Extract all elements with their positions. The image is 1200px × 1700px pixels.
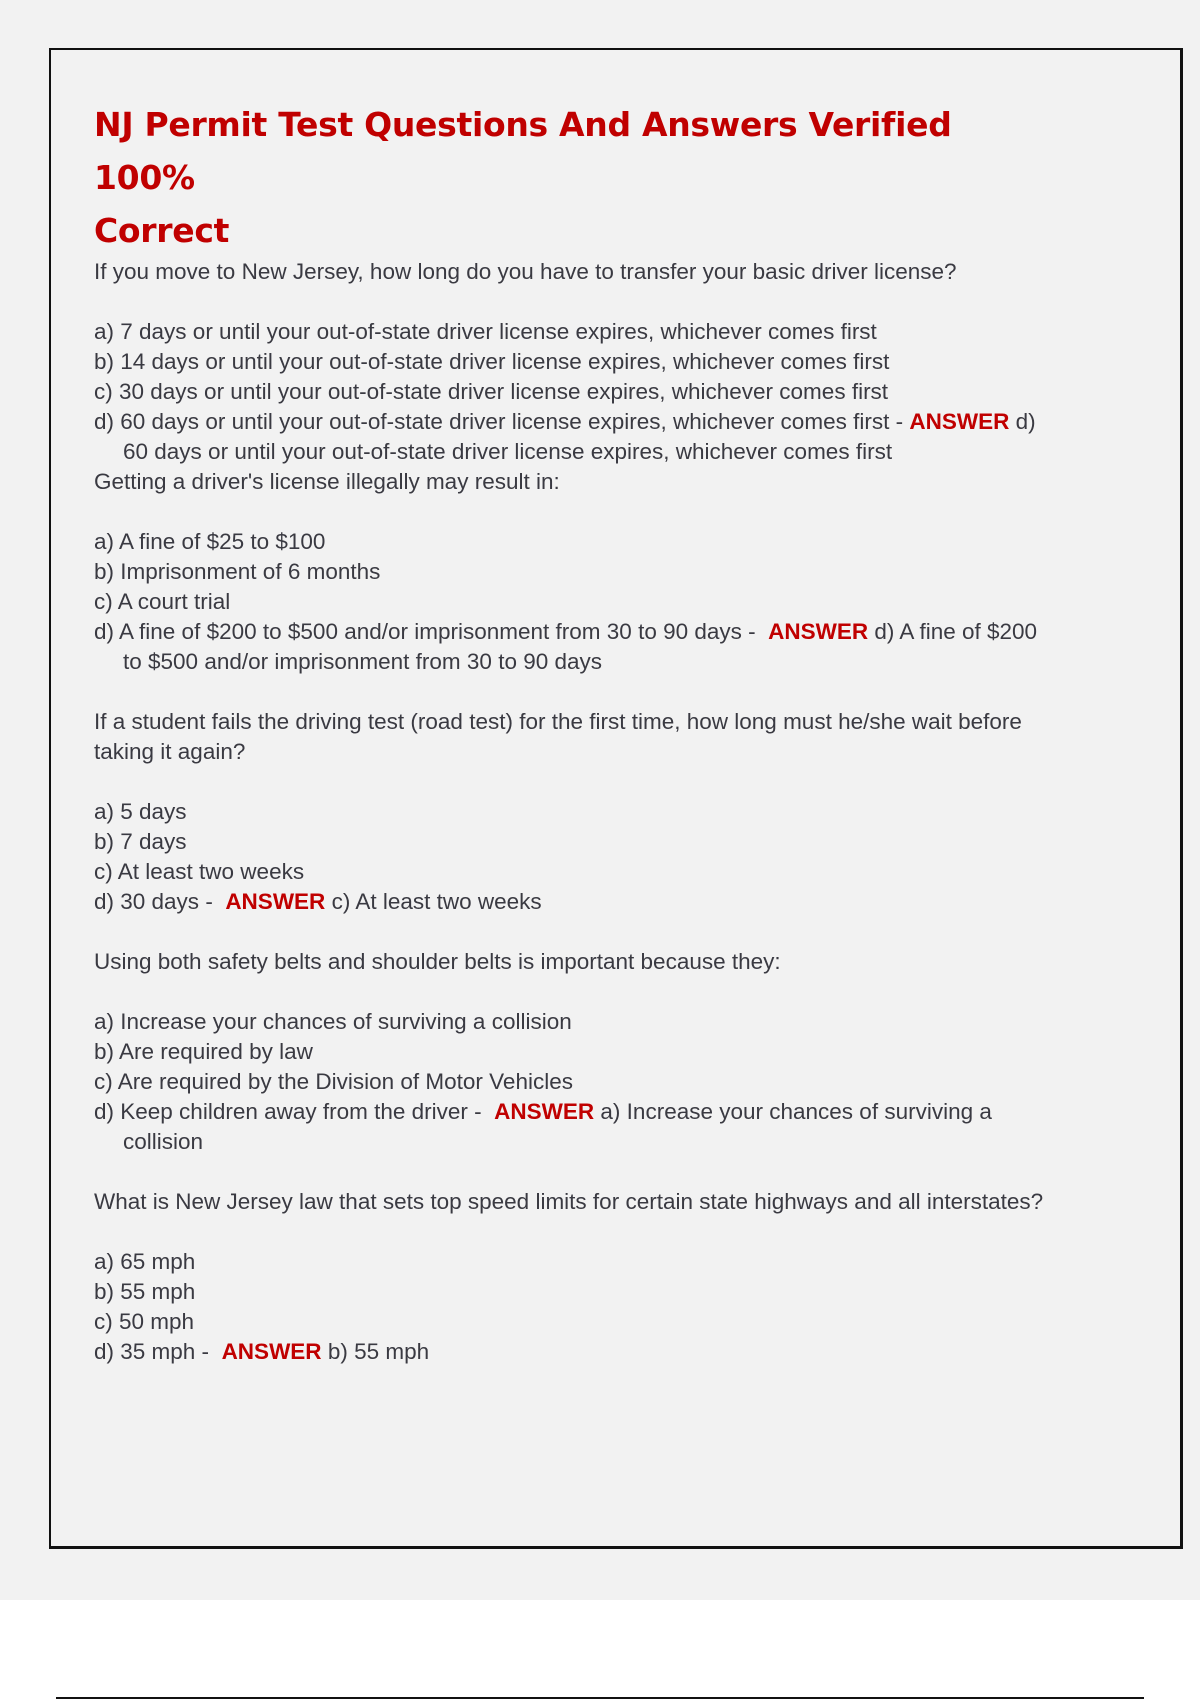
question-5-option-c: c) 50 mph [94,1309,195,1334]
question-1-answer: d) 60 days or until your out-of-state driver license expires, whichever comes first [123,409,1042,464]
question-3-option-d [94,887,1054,917]
document-content [94,98,1054,1367]
answer-label: ANSWER [221,1339,322,1364]
question-4-option-d-text: d) Keep children away from the driver - [94,1099,495,1124]
question-2-option-d [94,617,1054,677]
answer-label: ANSWER [909,409,1010,434]
title-line-2: Correct [94,211,230,250]
question-2-option-c: c) A court trial [94,589,231,614]
question-5-option-b: b) 55 mph [94,1279,196,1304]
question-2-option-d-text: d) A fine of $200 to $500 and/or imprisonment from 30 to 90 days - [94,619,769,644]
question-1-option-b: b) 14 days or until your out-of-state driver license expires, whichever comes first [94,349,890,374]
question-3-option-a: a) 5 days [94,799,187,824]
question-2-option-a: a) A fine of $25 to $100 [94,529,326,554]
answer-label: ANSWER [225,889,326,914]
question-5-text: What is New Jersey law that sets top speed limits for certain state highways and all interstates? [94,1189,1044,1214]
question-3-option-b: b) 7 days [94,829,187,854]
question-4-option-b: b) Are required by law [94,1039,313,1064]
document-title [94,98,1054,257]
question-4-answer: a) Increase your chances of surviving a collision [123,1099,999,1154]
question-1-option-d [94,407,1054,467]
question-2-text: Getting a driver's license illegally may result in: [94,469,560,494]
question-5-option-a: a) 65 mph [94,1249,196,1274]
question-1-text: If you move to New Jersey, how long do you have to transfer your basic driver license? [94,259,957,284]
question-1-option-c: c) 30 days or until your out-of-state driver license expires, whichever comes first [94,379,889,404]
footer-divider [56,1697,1144,1699]
question-3-text: If a student fails the driving test (road test) for the first time, how long must he/she wait before taking it again? [94,709,1029,764]
question-3-answer: c) At least two weeks [325,889,542,914]
question-5-answer: b) 55 mph [321,1339,430,1364]
question-1-option-a: a) 7 days or until your out-of-state driver license expires, whichever comes first [94,319,877,344]
question-2-answer: d) A fine of $200 to $500 and/or imprisonment from 30 to 90 days [123,619,1044,674]
question-3-option-c: c) At least two weeks [94,859,305,884]
question-4-option-c: c) Are required by the Division of Motor Vehicles [94,1069,573,1094]
question-4-text: Using both safety belts and shoulder belts is important because they: [94,949,781,974]
question-5-option-d-text: d) 35 mph - [94,1339,222,1364]
title-line-1: NJ Permit Test Questions And Answers Verified 100% [94,105,952,197]
answer-label: ANSWER [768,619,869,644]
question-1-option-d-text: d) 60 days or until your out-of-state driver license expires, whichever comes first - [94,409,910,434]
question-4-option-a: a) Increase your chances of surviving a collision [94,1009,572,1034]
question-2-option-b: b) Imprisonment of 6 months [94,559,381,584]
question-4-option-d [94,1097,1054,1157]
answer-label: ANSWER [494,1099,595,1124]
question-3-option-d-text: d) 30 days - [94,889,226,914]
question-5-option-d [94,1337,1054,1367]
